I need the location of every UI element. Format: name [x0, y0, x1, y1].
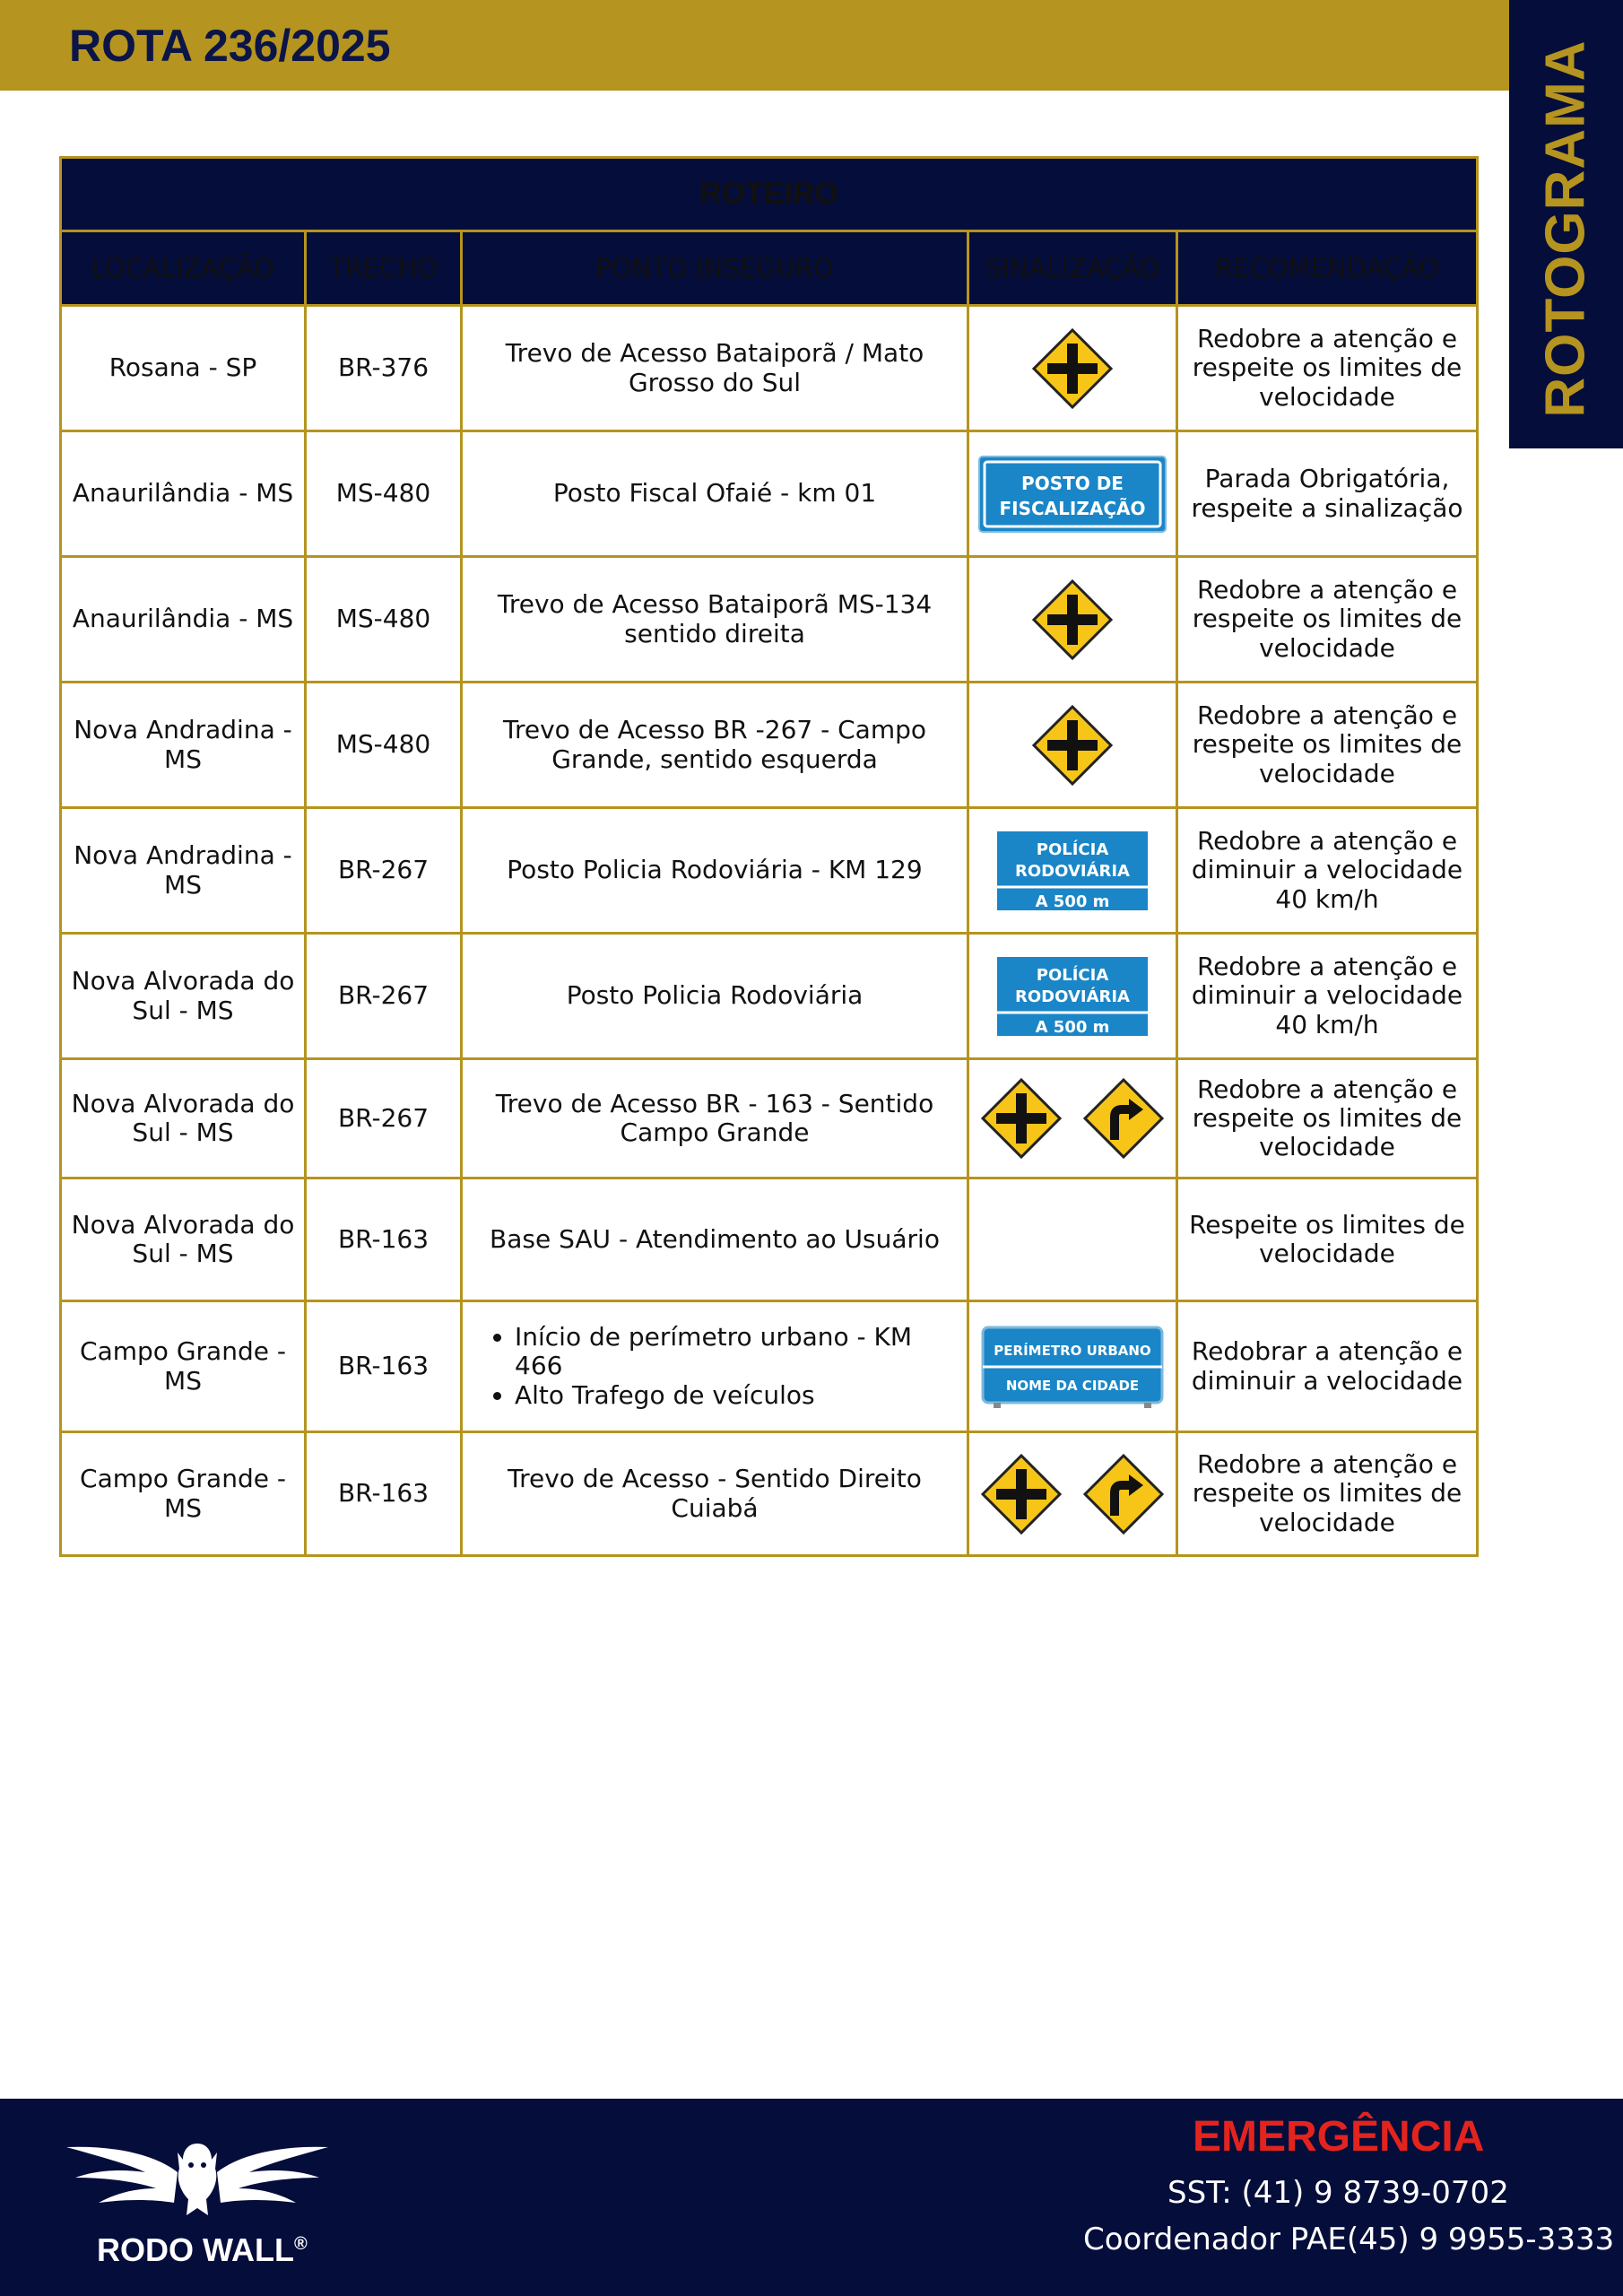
- route-table: [59, 156, 1479, 1557]
- sign-group: [976, 327, 1168, 410]
- cell-localizacao: Anaurilândia - MS: [61, 431, 306, 557]
- cell-trecho: BR-267: [306, 1059, 462, 1178]
- ponto-list: [470, 1323, 959, 1410]
- cell-recomendacao: Redobre a atenção e respeite os limites de velocidade: [1177, 557, 1478, 683]
- table-row: [61, 934, 1478, 1059]
- sign-group: [976, 1077, 1168, 1160]
- sign-text: A 500 m: [1035, 1017, 1110, 1036]
- perimetro-urbano-sign-icon: [981, 1326, 1164, 1408]
- sign-text: A 500 m: [1035, 891, 1110, 910]
- cell-localizacao: Nova Alvorada do Sul - MS: [61, 1178, 306, 1301]
- logo-text: RODO WALL®: [97, 2231, 308, 2268]
- table-row: [61, 1432, 1478, 1556]
- cell-sinalizacao: [968, 683, 1177, 808]
- cell-trecho: BR-163: [306, 1432, 462, 1556]
- cell-sinalizacao: [968, 1178, 1177, 1301]
- sign-text: FISCALIZAÇÃO: [999, 497, 1146, 519]
- sign-text: POSTO DE: [1021, 472, 1124, 494]
- sign-group: [976, 456, 1168, 533]
- cell-ponto: Posto Fiscal Ofaié - km 01: [462, 431, 968, 557]
- cell-localizacao: Nova Alvorada do Sul - MS: [61, 934, 306, 1059]
- cell-recomendacao: Redobre a atenção e diminuir a velocidade 40 km/h: [1177, 808, 1478, 934]
- cruzamento-sign-icon: [1031, 327, 1114, 410]
- cell-sinalizacao: [968, 808, 1177, 934]
- sign-text: RODOVIÁRIA: [1015, 861, 1130, 881]
- sign-group: [976, 1453, 1168, 1535]
- cell-localizacao: Anaurilândia - MS: [61, 557, 306, 683]
- posto-fiscalizacao-sign-icon: [978, 456, 1167, 533]
- cell-localizacao: Campo Grande - MS: [61, 1301, 306, 1432]
- cell-trecho: BR-163: [306, 1178, 462, 1301]
- cell-recomendacao: Redobre a atenção e diminuir a velocidade 40 km/h: [1177, 934, 1478, 1059]
- route-title: ROTA 236/2025: [69, 21, 391, 71]
- cell-sinalizacao: [968, 1301, 1177, 1432]
- col-header-localizacao: LOCALIZAÇÃO: [61, 231, 306, 306]
- col-header-sinalizacao: SINALIZAÇÃO: [968, 231, 1177, 306]
- cell-trecho: BR-376: [306, 306, 462, 431]
- sign-group: [976, 704, 1168, 787]
- cruzamento-sign-icon: [1031, 704, 1114, 787]
- cell-localizacao: Campo Grande - MS: [61, 1432, 306, 1556]
- cell-sinalizacao: [968, 431, 1177, 557]
- sign-group: [976, 578, 1168, 661]
- cell-recomendacao: Parada Obrigatória, respeite a sinalização: [1177, 431, 1478, 557]
- col-header-recomendacao: RECOMENDAÇÃO: [1177, 231, 1478, 306]
- sign-text: NOME DA CIDADE: [1005, 1377, 1140, 1394]
- list-item: • Alto Trafego de veículos: [515, 1381, 959, 1410]
- cell-trecho: MS-480: [306, 557, 462, 683]
- cell-trecho: MS-480: [306, 683, 462, 808]
- sign-text: PERÍMETRO URBANO: [994, 1342, 1151, 1359]
- cell-sinalizacao: [968, 306, 1177, 431]
- sst-phone: SST: (41) 9 8739-0702: [1167, 2175, 1509, 2211]
- cell-ponto: Base SAU - Atendimento ao Usuário: [462, 1178, 968, 1301]
- sign-text: POLÍCIA: [1036, 965, 1109, 985]
- col-header-trecho: TRECHO: [306, 231, 462, 306]
- cell-trecho: BR-267: [306, 934, 462, 1059]
- cruzamento-sign-icon: [980, 1077, 1063, 1160]
- cell-ponto: Trevo de Acesso Bataiporã / Mato Grosso do Sul: [462, 306, 968, 431]
- cell-localizacao: Nova Alvorada do Sul - MS: [61, 1059, 306, 1178]
- policia-rodoviaria-sign-icon: [997, 957, 1148, 1036]
- cell-ponto: Trevo de Acesso - Sentido Direito Cuiabá: [462, 1432, 968, 1556]
- sign-text: POLÍCIA: [1036, 839, 1109, 859]
- list-item: • Início de perímetro urbano - KM 466: [515, 1323, 959, 1380]
- cruzamento-sign-icon: [1031, 578, 1114, 661]
- table-row: [61, 1301, 1478, 1432]
- pae-phone: Coordenador PAE(45) 9 9955-3333: [1083, 2222, 1615, 2257]
- cell-localizacao: Nova Andradina - MS: [61, 808, 306, 934]
- cell-sinalizacao: [968, 1059, 1177, 1178]
- emergency-title: EMERGÊNCIA: [1193, 2113, 1485, 2161]
- table-row: [61, 431, 1478, 557]
- cell-sinalizacao: [968, 1432, 1177, 1556]
- cell-ponto: Posto Policia Rodoviária: [462, 934, 968, 1059]
- curva-direita-sign-icon: [1082, 1077, 1165, 1160]
- cell-trecho: BR-163: [306, 1301, 462, 1432]
- sign-text: RODOVIÁRIA: [1015, 987, 1130, 1006]
- cell-ponto: [462, 1301, 968, 1432]
- sign-group: [976, 1326, 1168, 1408]
- sign-group: [976, 957, 1168, 1036]
- col-header-ponto: PONTO INSEGURO: [462, 231, 968, 306]
- cell-recomendacao: Redobre a atenção e respeite os limites de velocidade: [1177, 306, 1478, 431]
- table-row: [61, 1178, 1478, 1301]
- sign-group: [976, 831, 1168, 910]
- cell-trecho: BR-267: [306, 808, 462, 934]
- side-label: ROTOGRAMA: [1534, 39, 1597, 418]
- cell-recomendacao: Redobre a atenção e respeite os limites de velocidade: [1177, 1059, 1478, 1178]
- cell-recomendacao: Redobre a atenção e respeite os limites de velocidade: [1177, 683, 1478, 808]
- policia-rodoviaria-sign-icon: [997, 831, 1148, 910]
- cell-ponto: Trevo de Acesso BR - 163 - Sentido Campo Grande: [462, 1059, 968, 1178]
- cell-recomendacao: Respeite os limites de velocidade: [1177, 1178, 1478, 1301]
- cell-recomendacao: Redobrar a atenção e diminuir a velocidade: [1177, 1301, 1478, 1432]
- cell-sinalizacao: [968, 934, 1177, 1059]
- cell-localizacao: Nova Andradina - MS: [61, 683, 306, 808]
- cell-ponto: Trevo de Acesso BR -267 - Campo Grande, sentido esquerda: [462, 683, 968, 808]
- curva-direita-sign-icon: [1082, 1453, 1165, 1535]
- cell-trecho: MS-480: [306, 431, 462, 557]
- table-row: [61, 1059, 1478, 1178]
- table-row: [61, 306, 1478, 431]
- table-row: [61, 557, 1478, 683]
- cell-recomendacao: Redobre a atenção e respeite os limites de velocidade: [1177, 1432, 1478, 1556]
- cell-ponto: Posto Policia Rodoviária - KM 129: [462, 808, 968, 934]
- cell-ponto: Trevo de Acesso Bataiporã MS-134 sentido direita: [462, 557, 968, 683]
- cell-localizacao: Rosana - SP: [61, 306, 306, 431]
- table-row: [61, 683, 1478, 808]
- table-row: [61, 808, 1478, 934]
- cell-sinalizacao: [968, 557, 1177, 683]
- cruzamento-sign-icon: [980, 1453, 1063, 1535]
- table-title: ROTEIRO: [61, 158, 1478, 231]
